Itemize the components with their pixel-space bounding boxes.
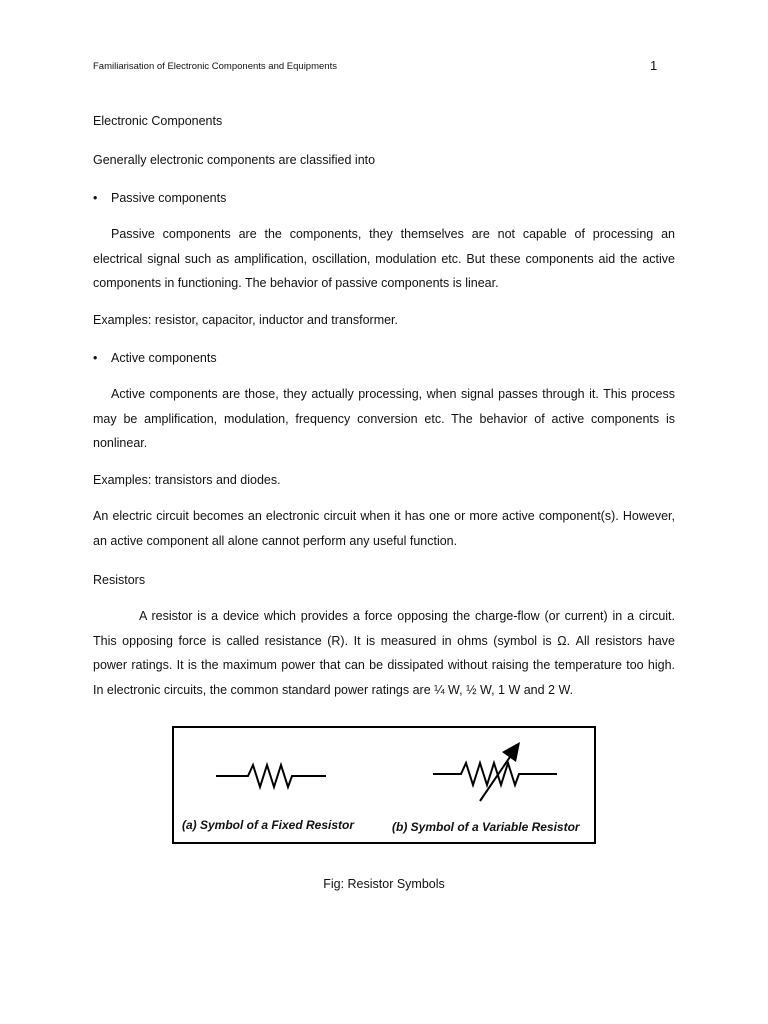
bullet-active: [93, 351, 217, 365]
intro-text: Generally electronic components are classified into: [93, 153, 376, 167]
heading-resistors: Resistors: [93, 573, 146, 587]
resistor-paragraph-text: A resistor is a device which provides a force opposing the charge-flow (or current) in a circuit. This opposing force is called resistance (R). It is measured in ohms (symbol is Ω. All resistors have power ratings. It is the maximum power that can be dissipated without raising the temperature too high. In electronic circuits, the common standard power ratings are ¼ W, ½ W, 1 W and 2 W.: [93, 609, 675, 697]
active-paragraph-text: Active components are those, they actually processing, when signal passes through it. This process may be amplification, modulation, frequency conversion etc. The behavior of active components is nonlinear.: [93, 387, 675, 450]
active-examples: Examples: transistors and diodes.: [93, 473, 281, 487]
fixed-resistor-icon: [216, 765, 326, 787]
bullet-dot-icon: •: [93, 351, 98, 365]
figure-caption: Fig: Resistor Symbols: [323, 877, 445, 891]
page-number: 1: [650, 58, 658, 73]
bullet-passive-label: Passive components: [111, 191, 227, 205]
bullet-active-label: Active components: [111, 351, 217, 365]
passive-paragraph: [93, 222, 675, 296]
variable-resistor-icon: [433, 754, 557, 801]
passive-paragraph-text: Passive components are the components, they themselves are not capable of processing an electrical signal such as amplification, oscillation, modulation etc. But these components aid the active components in functioning. The behavior of passive components is linear.: [93, 227, 675, 290]
resistor-paragraph: [93, 604, 675, 702]
bullet-passive: [93, 191, 226, 205]
passive-examples: Examples: resistor, capacitor, inductor and transformer.: [93, 313, 398, 327]
heading-electronic-components: Electronic Components: [93, 114, 223, 128]
circuit-paragraph: [93, 504, 675, 553]
bullet-dot-icon: •: [93, 191, 98, 205]
header-title: Familiarisation of Electronic Components and Equipments: [93, 61, 337, 72]
circuit-paragraph-text: An electric circuit becomes an electronic circuit when it has one or more active component(s). However, an active component all alone cannot perform any useful function.: [93, 509, 675, 548]
resistor-symbols-figure: [172, 726, 596, 844]
active-paragraph: [93, 382, 675, 456]
arrow-head-icon: [502, 742, 520, 762]
caption-variable-resistor: (b) Symbol of a Variable Resistor: [392, 820, 580, 834]
caption-fixed-resistor: (a) Symbol of a Fixed Resistor: [182, 818, 355, 832]
